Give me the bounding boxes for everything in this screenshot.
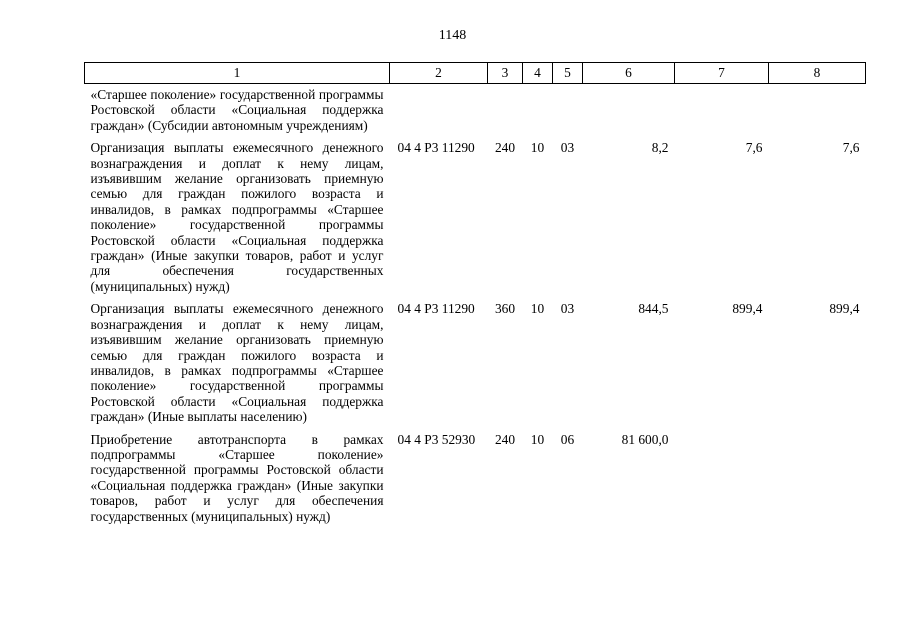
row-amount-2: 899,4 bbox=[732, 301, 763, 317]
row-pr: 06 bbox=[560, 431, 575, 447]
column-header: 7 bbox=[675, 63, 769, 84]
row-description: Организация выплаты ежемесячного денежного вознаграждения и доплат к нему лицам, изъявившим желание организовать приемную семью для граждан пожилого возраста и инвалидов, в рамках подпрограммы «Старшее поколение» государственной программы Ростовской области «Социальная поддержка граждан» (Иные выплаты населению) bbox=[90, 301, 384, 425]
row-rz: 10 bbox=[530, 301, 545, 317]
table-row bbox=[85, 429, 866, 528]
row-amount-3 bbox=[769, 84, 866, 138]
row-pr: 03 bbox=[560, 140, 575, 156]
row-amount-1: 844,5 bbox=[638, 301, 669, 317]
row-code: 04 4 P3 11290 bbox=[397, 301, 475, 317]
table-header-row bbox=[85, 63, 866, 84]
row-amount-2 bbox=[675, 84, 769, 138]
row-code bbox=[390, 84, 488, 138]
row-amount-2 bbox=[675, 429, 769, 528]
row-description: Приобретение автотранспорта в рамках подпрограммы «Старшее поколение» государственной программы Ростовской области «Социальная поддержка граждан» (Иные закупки товаров, работ и услуг для обеспечения государственных (муниципальных) нужд) bbox=[90, 431, 384, 524]
row-rz bbox=[523, 84, 553, 138]
table-row bbox=[85, 298, 866, 428]
page-number: 1148 bbox=[438, 28, 467, 43]
column-header: 5 bbox=[553, 63, 583, 84]
column-header: 4 bbox=[523, 63, 553, 84]
table-row bbox=[85, 137, 866, 298]
column-header: 2 bbox=[390, 63, 488, 84]
row-pr bbox=[553, 84, 583, 138]
row-amount-3: 899,4 bbox=[829, 301, 860, 317]
column-header: 8 bbox=[769, 63, 866, 84]
column-header: 3 bbox=[488, 63, 523, 84]
row-amount-1: 81 600,0 bbox=[621, 431, 669, 447]
row-amount-3 bbox=[769, 429, 866, 528]
row-amount-3: 7,6 bbox=[842, 140, 860, 156]
row-vr: 240 bbox=[494, 140, 516, 156]
row-description: «Старшее поколение» государственной программы Ростовской области «Социальная поддержка граждан» (Субсидии автономным учреждениям) bbox=[90, 87, 384, 133]
row-rz: 10 bbox=[530, 431, 545, 447]
row-amount-1 bbox=[583, 84, 675, 138]
row-code: 04 4 P3 11290 bbox=[397, 140, 475, 156]
row-vr: 360 bbox=[494, 301, 516, 317]
row-pr: 03 bbox=[560, 301, 575, 317]
row-amount-2: 7,6 bbox=[745, 140, 763, 156]
table-row bbox=[85, 84, 866, 138]
row-vr: 240 bbox=[494, 431, 516, 447]
column-header: 6 bbox=[583, 63, 675, 84]
row-rz: 10 bbox=[530, 140, 545, 156]
row-code: 04 4 P3 52930 bbox=[397, 431, 476, 447]
row-amount-1: 8,2 bbox=[651, 140, 669, 156]
budget-table bbox=[84, 62, 866, 528]
row-vr bbox=[488, 84, 523, 138]
column-header: 1 bbox=[85, 63, 390, 84]
row-description: Организация выплаты ежемесячного денежного вознаграждения и доплат к нему лицам, изъявившим желание организовать приемную семью для граждан пожилого возраста и инвалидов, в рамках подпрограммы «Старшее поколение» государственной программы Ростовской области «Социальная поддержка граждан» (Иные закупки товаров, работ и услуг для обеспечения государственных (муниципальных) нужд) bbox=[90, 140, 384, 294]
